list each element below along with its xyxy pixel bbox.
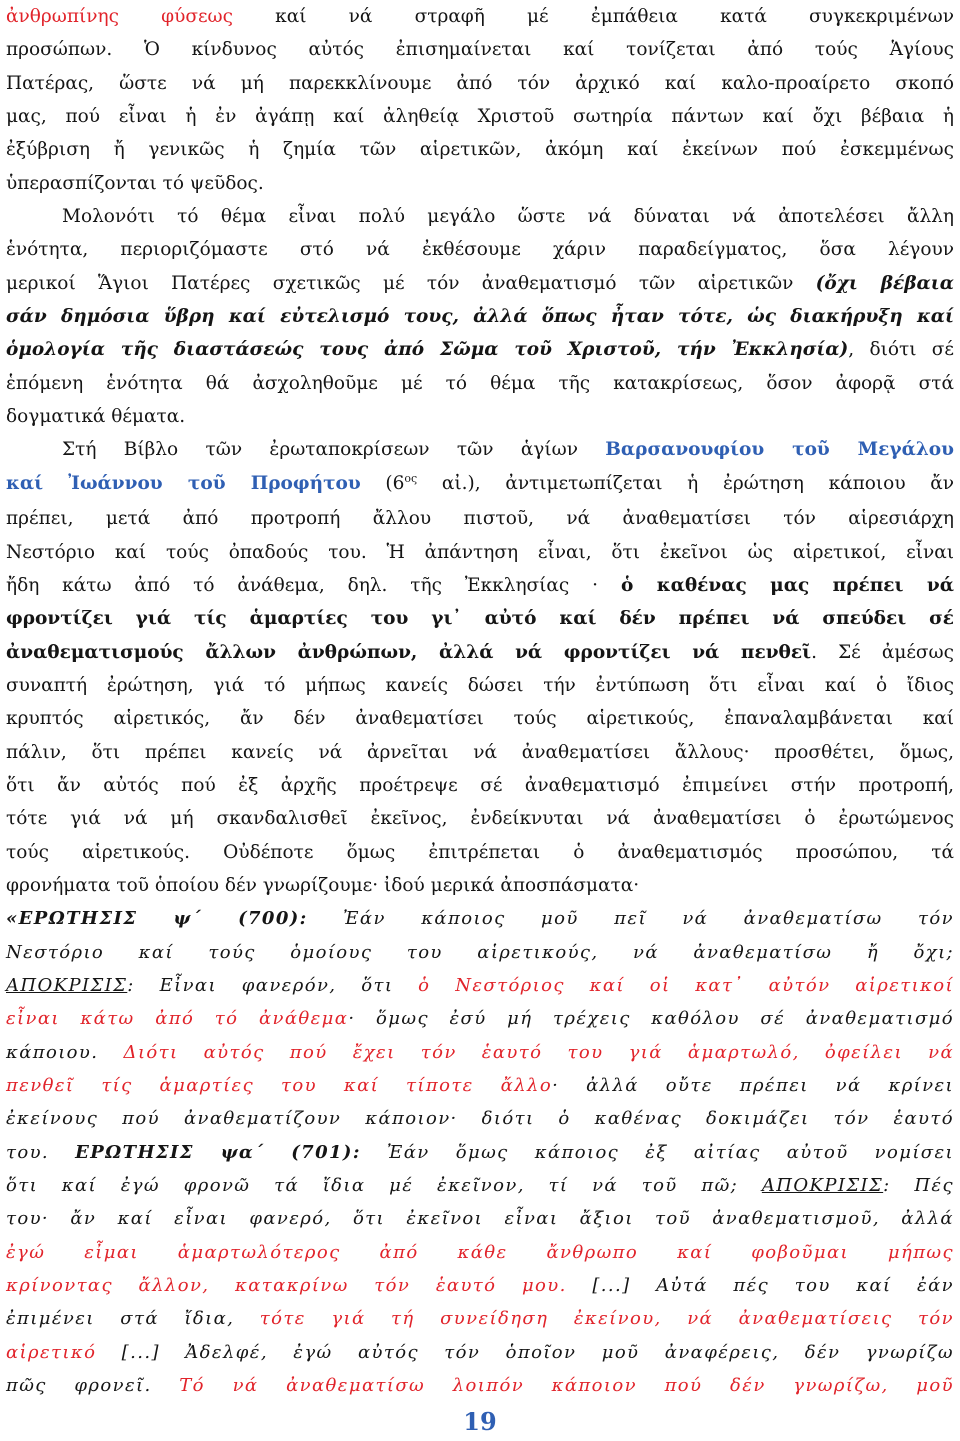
text-line-3 [6, 67, 954, 100]
text-line-6 [6, 167, 954, 200]
text-run: προσώπων. Ὁ κίνδυνος αὐτός ἐπισημαίνεται καί τονίζεται ἀπό τούς Ἁγίους [6, 39, 954, 61]
text-line-8 [6, 233, 954, 266]
text-line-15 [6, 467, 954, 502]
text-line-30 [6, 969, 954, 1002]
text-run: ὅτι ἄν αὐτός πού ἐξ ἀρχῆς προέτρεψε σέ ἀναθεματισμό ἐπιμείνει στήν προτροπή, [6, 774, 954, 796]
text-run: τότε γιά νά μή σκανδαλισθεῖ ἐκεῖνος, ἐνδείκνυται νά ἀναθεματίσει ὁ ἐρωτώμενος [6, 808, 954, 830]
text-run: Ἐάν ὅμως κάποιος ἐξ αἰτίας αὐτοῦ νομίσει [360, 1141, 955, 1163]
text-line-39 [6, 1269, 954, 1302]
underlined-text: ΑΠΟΚΡΙΣΙΣ [6, 974, 128, 996]
blue-bold-text: καί Ἰωάννου τοῦ Προφήτου [6, 472, 361, 494]
text-line-22 [6, 702, 954, 735]
text-line-17 [6, 536, 954, 569]
text-line-36 [6, 1169, 954, 1202]
text-line-7 [6, 200, 954, 233]
text-line-27 [6, 869, 954, 902]
red-text: ἀνθρωπίνης φύσεως [6, 6, 233, 27]
quoted-passage [6, 902, 954, 1402]
text-line-4 [6, 100, 954, 133]
paragraph [6, 433, 954, 902]
text-line-41 [6, 1336, 954, 1369]
text-line-10 [6, 300, 954, 333]
red-text: Διότι αὐτός πού ἔχει τόν ἑαυτό του γιά ἁμαρτωλό, ὀφείλει νά [123, 1041, 954, 1063]
text-line-9 [6, 267, 954, 300]
text-line-34 [6, 1102, 954, 1135]
text-line-32 [6, 1036, 954, 1069]
text-run: πρέπει, μετά ἀπό προτροπή ἄλλου πιστοῦ, νά ἀναθεματίσει τόν αἱρεσιάρχη [6, 508, 954, 530]
text-run: . Σέ ἀμέσως [811, 641, 955, 663]
bold-italic-text: (ὄχι βέβαια [815, 272, 954, 294]
text-run: κάποιου. [6, 1041, 124, 1063]
text-run: πῶς φρονεῖ. [6, 1375, 180, 1397]
text-run: Ἐάν κάποιος μοῦ πεῖ νά ἀναθεματίσω τόν [307, 908, 954, 930]
bold-text: φροντίζει γιά τίς ἁμαρτίες του γι᾽ αὐτό καί δέν πρέπει νά σπεύδει σέ [6, 608, 954, 630]
text-line-31 [6, 1002, 954, 1035]
bold-text: «ΕΡΩΤΗΣΙΣ ψ΄ (700): [6, 908, 308, 930]
text-run: μερικοί Ἅγιοι Πατέρες σχετικῶς μέ τόν ἀναθεματισμό τῶν αἱρετικῶν [6, 272, 816, 294]
text-run: ἤδη κάτω ἀπό τό ἀνάθεμα, δηλ. τῆς Ἐκκλησίας · [6, 574, 621, 596]
red-text: εἶναι κάτω ἀπό τό ἀνάθεμα [6, 1008, 349, 1030]
blue-bold-text: Βαρσανουφίου τοῦ Μεγάλου [605, 439, 954, 461]
text-run: ἐπιμένει στά ἴδια, [6, 1308, 260, 1330]
text-line-29 [6, 936, 954, 969]
text-run: πάλιν, ὅτι πρέπει κανείς νά ἀρνεῖται νά ἀναθεματίσει ἄλλους· προσθέτει, ὅμως, [6, 741, 954, 763]
text-run: δογματικά θέματα. [6, 406, 186, 428]
text-line-11 [6, 333, 954, 366]
paragraph [6, 0, 954, 200]
text-run: αἰ.), ἀντιμετωπίζεται ἡ ἐρώτηση κάποιου ἄν [417, 472, 954, 494]
red-text: ἐγώ εἶμαι ἁμαρτωλότερος ἀπό κάθε ἄνθρωπο καί φοβοῦμαι μήπως [6, 1241, 954, 1263]
text-line-37 [6, 1202, 954, 1235]
text-line-42 [6, 1369, 954, 1402]
text-line-14 [6, 433, 954, 466]
text-run: · ἀλλά οὔτε πρέπει νά κρίνει [552, 1075, 954, 1096]
text-run: [...] Αὐτά πές του καί ἐάν [566, 1275, 954, 1297]
page-number: 19 [463, 1407, 497, 1436]
underlined-text: ΑΠΟΚΡΙΣΙΣ [761, 1175, 884, 1197]
red-text: κρίνοντας ἄλλον, κατακρίνω τόν ἑαυτό μου. [6, 1275, 567, 1297]
text-run: μας, πού εἶναι ἡ ἐν ἀγάπῃ καί ἀληθείᾳ Χριστοῦ σωτηρία πάντων καί ὄχι βέβαια ἡ [6, 106, 954, 128]
text-run: , διότι σέ [848, 339, 954, 361]
text-run: Πατέρας, ὥστε νά μή παρεκκλίνουμε ἀπό τόν ἀρχικό καί καλο-προαίρετο σκοπό [6, 72, 954, 94]
text-run: καί νά στραφῆ μέ ἐμπάθεια κατά συγκεκριμένων [232, 6, 954, 27]
text-run: ἑπόμενη ἑνότητα θά ἀσχοληθοῦμε μέ τό θέμα τῆς κατακρίσεως, ὅσον ἀφορᾷ στά [6, 372, 954, 394]
text-line-5 [6, 133, 954, 166]
text-line-20 [6, 636, 954, 669]
text-line-1 [6, 0, 954, 33]
red-text: πενθεῖ τίς ἁμαρτίες του καί τίποτε ἄλλο [6, 1075, 553, 1096]
text-run: φρονήματα τοῦ ὁποίου δέν γνωρίζουμε· ἰδού μερικά ἀποσπάσματα· [6, 874, 640, 896]
red-text: αἱρετικό [6, 1341, 97, 1363]
text-run: (6 [360, 472, 405, 494]
text-line-18 [6, 569, 954, 602]
text-line-12 [6, 367, 954, 400]
text-run: Νεστόριο καί τούς ὁμοίους του αἱρετικούς, νά ἀναθεματίσω ἤ ὄχι; [6, 941, 954, 963]
text-run: Μολονότι τό θέμα εἶναι πολύ μεγάλο ὥστε νά δύναται νά ἀποτελέσει ἄλλη [62, 206, 954, 228]
text-run: τούς αἱρετικούς. Οὐδέποτε ὅμως ἐπιτρέπεται ὁ ἀναθεματισμός προσώπου, τά [6, 841, 954, 863]
text-line-25 [6, 802, 954, 835]
document-page [6, 0, 954, 1402]
text-run: · ὅμως ἐσύ μή τρέχεις καθόλου σέ ἀναθεματισμό [348, 1008, 954, 1030]
text-run: ὑπερασπίζονται τό ψεῦδος. [6, 172, 264, 194]
text-run: : Εἶναι φανερόν, ὅτι [127, 974, 419, 996]
text-line-24 [6, 769, 954, 802]
text-line-19 [6, 602, 954, 635]
text-line-26 [6, 836, 954, 869]
text-run: : Πές [883, 1175, 954, 1197]
red-text: ὁ Νεστόριος καί οἱ κατ᾽ αὐτόν αἱρετικοί [418, 974, 954, 996]
text-line-23 [6, 736, 954, 769]
text-run: κρυπτός αἱρετικός, ἄν δέν ἀναθεματίσει τούς αἱρετικούς, ἐπαναλαμβάνεται καί [6, 708, 954, 730]
text-run: του· ἄν καί εἶναι φανερό, ὅτι ἐκεῖνοι εἶναι ἄξιοι τοῦ ἀναθεματισμοῦ, ἀλλά [6, 1208, 954, 1230]
paragraph [6, 200, 954, 433]
bold-text: ΕΡΩΤΗΣΙΣ ψα΄ (701): [75, 1141, 361, 1163]
text-line-35 [6, 1136, 954, 1169]
red-text: Τό νά ἀναθεματίσω λοιπόν κάποιον πού δέν γνωρίζω, μοῦ [179, 1375, 954, 1397]
text-line-21 [6, 669, 954, 702]
red-text: τότε γιά τή συνείδηση ἐκείνου, νά ἀναθεματίσεις τόν [259, 1308, 954, 1330]
bold-italic-text: σάν δημόσια ὕβρη καί εὐτελισμό τους, ἀλλά ὅπως ἦταν τότε, ὡς διακήρυξη καί [6, 306, 954, 328]
text-line-2 [6, 33, 954, 66]
text-line-16 [6, 502, 954, 535]
text-run: [...] Ἀδελφέ, ἐγώ αὐτός τόν ὁποῖον μοῦ ἀναφέρεις, δέν γνωρίζω [96, 1341, 954, 1363]
text-line-33 [6, 1069, 954, 1102]
bold-text: ἀναθεματισμούς ἄλλων ἀνθρώπων, ἀλλά νά φροντίζει νά πενθεῖ [6, 641, 812, 663]
text-line-38 [6, 1236, 954, 1269]
bold-text: ὁ καθένας μας πρέπει νά [620, 574, 954, 596]
text-run: Νεστόριο καί τούς ὀπαδούς του. Ἡ ἀπάντηση εἶναι, ὅτι ἐκεῖνοι ὡς αἱρετικοί, εἶναι [6, 541, 954, 563]
bold-italic-text: ὁμολογία τῆς διαστάσεώς τους ἀπό Σῶμα τοῦ Χριστοῦ, τήν Ἐκκλησία) [6, 339, 849, 361]
text-run: ἑνότητα, περιοριζόμαστε στό νά ἐκθέσουμε χάριν παραδείγματος, ὅσα λέγουν [6, 239, 954, 261]
text-line-40 [6, 1302, 954, 1335]
text-run: συναπτή ἐρώτηση, γιά τό μήπως κανείς δώσει τήν ἐντύπωση ὅτι εἶναι καί ὁ ἴδιος [6, 674, 954, 696]
text-run: ἐκείνους πού ἀναθεματίζουν κάποιον· διότι ὁ καθένας δοκιμάζει τόν ἑαυτό [6, 1108, 954, 1130]
text-line-13 [6, 400, 954, 433]
text-run: ἐξύβριση ἤ γενικῶς ἡ ζημία τῶν αἱρετικῶν, ἀκόμη καί ἐκείνων πού ἐσκεμμένως [6, 139, 954, 161]
superscript: ος [404, 471, 418, 485]
text-line-28 [6, 902, 954, 935]
text-run: Στή Βίβλο τῶν ἐρωταποκρίσεων τῶν ἁγίων [62, 439, 606, 461]
text-run: ὅτι καί ἐγώ φρονῶ τά ἴδια μέ ἐκεῖνον, τί νά τοῦ πῶ; [6, 1175, 762, 1197]
text-run: του. [6, 1141, 76, 1163]
